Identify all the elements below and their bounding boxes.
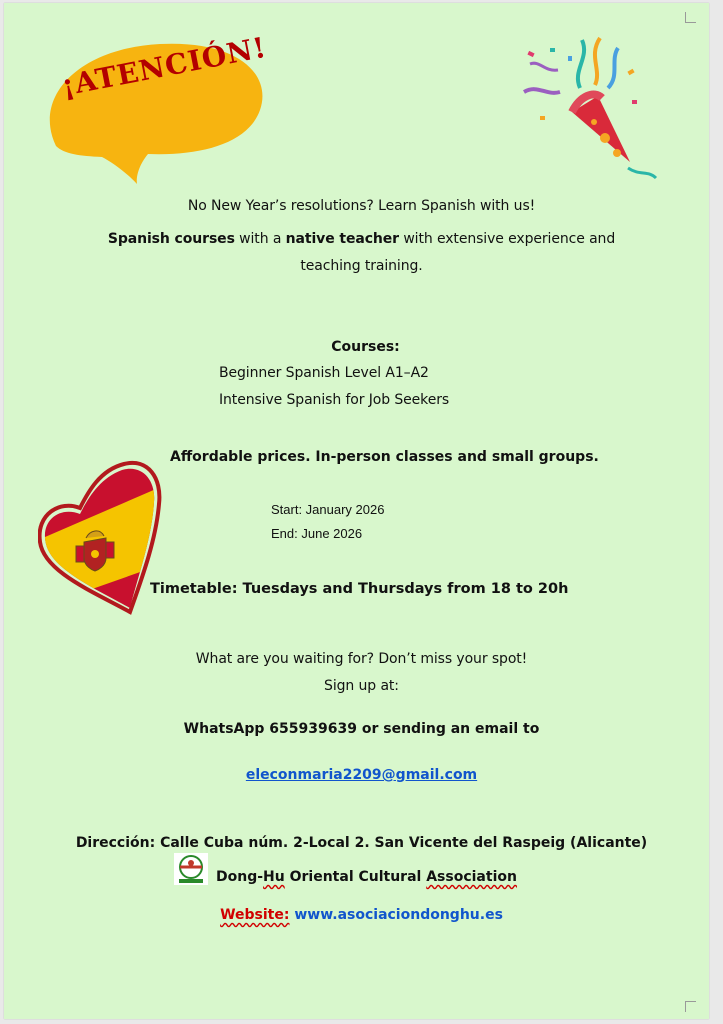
- website-row: [0, 907, 723, 923]
- assoc-part-3: Oriental Cultural: [284, 869, 427, 885]
- intro-line-3: teaching training.: [300, 258, 423, 274]
- intro-line-2: [0, 231, 723, 247]
- intro-bold-courses: Spanish courses: [107, 231, 235, 247]
- intro-bold-teacher: native teacher: [285, 231, 399, 247]
- timetable-text: Timetable: Tuesdays and Thursdays from 18 to 20h: [150, 581, 569, 597]
- email-link[interactable]: eleconmaria2209@gmail.com: [245, 767, 478, 783]
- contact-text: WhatsApp 655939639 or sending an email to: [183, 721, 540, 737]
- crop-mark-bottom-right: [685, 1001, 696, 1012]
- website-label: Website:: [220, 907, 290, 923]
- spain-flag-heart-icon: [38, 458, 163, 618]
- pricing-text: Affordable prices. In-person classes and small groups.: [170, 449, 599, 465]
- email-row: [0, 764, 723, 783]
- intro-mid: with a: [234, 231, 286, 247]
- crop-mark-top-right: [685, 12, 696, 23]
- courses-heading: Courses:: [331, 339, 400, 355]
- party-popper-icon: [510, 30, 660, 190]
- start-date: Start: January 2026: [271, 502, 385, 517]
- assoc-part-1: Dong-: [216, 869, 264, 885]
- intro-end: with extensive experience and: [398, 231, 616, 247]
- cta-line-1: What are you waiting for? Don’t miss your spot!: [195, 651, 528, 667]
- course-item-2: Intensive Spanish for Job Seekers: [219, 392, 450, 408]
- cta-line-2: Sign up at:: [324, 678, 399, 694]
- address-text: Dirección: Calle Cuba núm. 2-Local 2. San Vicente del Raspeig (Alicante): [75, 835, 648, 851]
- assoc-part-2: Hu: [263, 869, 285, 885]
- assoc-part-4: Association: [426, 869, 517, 885]
- intro-line-1: No New Year’s resolutions? Learn Spanish with us!: [187, 198, 536, 214]
- course-item-1: Beginner Spanish Level A1–A2: [219, 365, 429, 381]
- end-date: End: June 2026: [271, 526, 363, 541]
- website-link[interactable]: www.asociaciondonghu.es: [294, 907, 503, 923]
- association-name: [216, 869, 517, 885]
- association-logo-icon: [174, 853, 208, 885]
- banner-text: ¡ATENCIÓN!: [58, 30, 270, 103]
